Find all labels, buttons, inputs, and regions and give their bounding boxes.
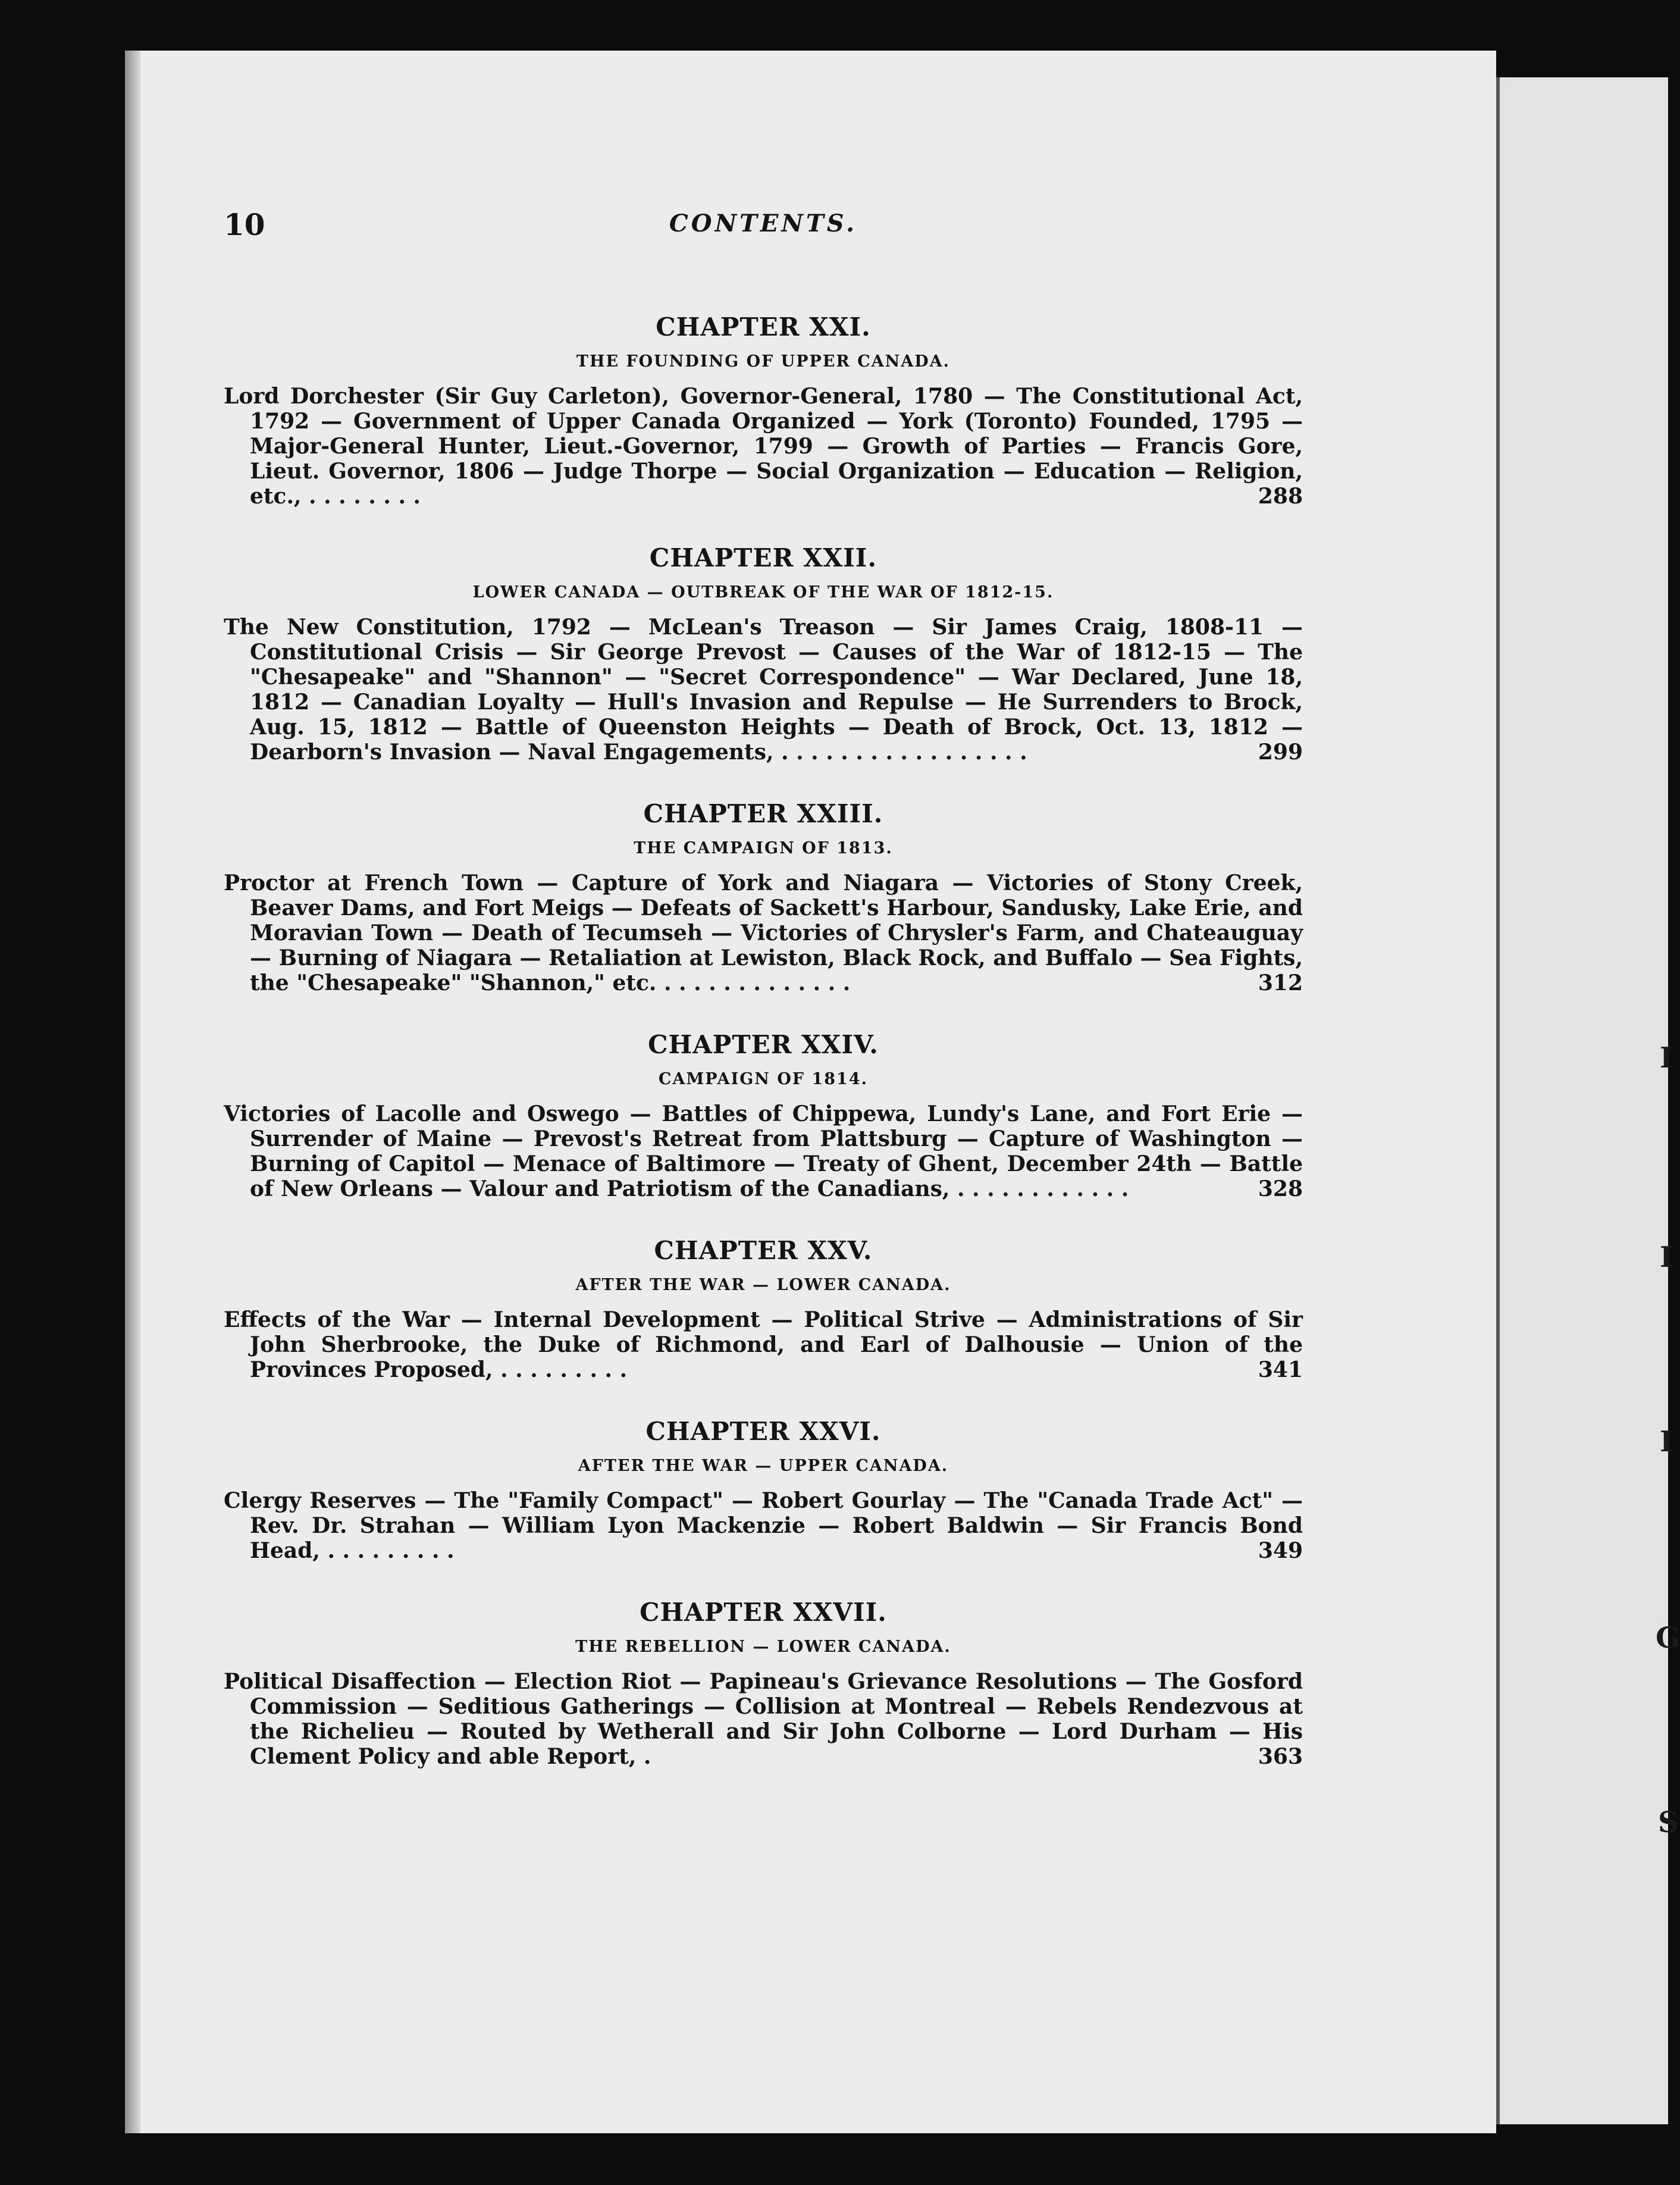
chapter-page-number: 363 (1258, 1744, 1303, 1769)
chapter-page-number: 349 (1258, 1538, 1303, 1563)
chapter-title: CHAPTER XXV. (654, 1236, 873, 1265)
chapter-subtitle: AFTER THE WAR — LOWER CANADA. (575, 1276, 951, 1294)
chapter-title: CHAPTER XXII. (649, 543, 877, 572)
adjacent-page-letter: G (1656, 1621, 1680, 1655)
chapter-entry (224, 1030, 1303, 1201)
chapter-subtitle: AFTER THE WAR — UPPER CANADA. (578, 1457, 949, 1475)
chapter-summary-text: Proctor at French Town — Capture of York and Niagara — Victories of Stony Creek, Beaver Dams, and Fort Meigs — Defeats of Sackett's Harbour, Sandusky, Lake Erie, and Moravian Town — Death of Tecumseh — Victories of Chrysler's Farm, and Chateauguay — Burning of Niagara — Retaliation at Lewiston, Black Rock, and Buffalo — Sea Fights, the "Chesapeake" "Shannon," etc. . . . . . . . . . . . . . (224, 871, 1303, 996)
chapter-summary-text: Clergy Reserves — The "Family Compact" — Robert Gourlay — The "Canada Trade Act" — Rev. Dr. Strahan — William Lyon Mackenzie — Robert Baldwin — Sir Francis Bond Head, . . . . . . . . . (224, 1488, 1303, 1563)
chapter-page-number: 341 (1258, 1357, 1303, 1382)
chapter-summary-text: The New Constitution, 1792 — McLean's Treason — Sir James Craig, 1808-11 — Constitutional Crisis — Sir George Prevost — Causes of the War of 1812-15 — The "Chesapeake" and "Shannon" — "Secret Correspondence" — War Declared, June 18, 1812 — Canadian Loyalty — Hull's Invasion and Repulse — He Surrenders to Brock, Aug. 15, 1812 — Battle of Queenston Heights — Death of Brock, Oct. 13, 1812 — Dearborn's Invasion — Naval Engagements, . . . . . . . . . . . . . . . . . (224, 615, 1303, 765)
chapter-entry (224, 543, 1303, 765)
chapter-subtitle: CAMPAIGN OF 1814. (658, 1070, 868, 1088)
chapter-page-number: 299 (1258, 740, 1303, 765)
chapter-summary (224, 1669, 1303, 1769)
adjacent-page-edge (1496, 77, 1680, 2124)
chapter-page-number: 328 (1258, 1176, 1303, 1201)
chapter-title: CHAPTER XXIII. (643, 799, 883, 828)
adjacent-page-letter: I (1660, 1241, 1673, 1274)
chapter-entry (224, 799, 1303, 996)
adjacent-page-letter: I (1660, 1041, 1673, 1075)
chapter-summary (224, 615, 1303, 765)
chapter-summary (224, 1307, 1303, 1382)
chapter-entry (224, 1598, 1303, 1769)
page-header (224, 207, 1303, 255)
chapter-page-number: 312 (1258, 971, 1303, 996)
chapter-subtitle: THE FOUNDING OF UPPER CANADA. (576, 352, 951, 371)
chapter-title: CHAPTER XXVII. (640, 1598, 887, 1627)
chapter-page-number: 288 (1258, 484, 1303, 509)
chapter-subtitle: THE CAMPAIGN OF 1813. (634, 839, 893, 857)
chapter-summary-text: Lord Dorchester (Sir Guy Carleton), Governor-General, 1780 — The Constitutional Act, 1792 — Government of Upper Canada Organized — York (Toronto) Founded, 1795 — Major-General Hunter, Lieut.-Governor, 1799 — Growth of Parties — Francis Gore, Lieut. Governor, 1806 — Judge Thorpe — Social Organization — Education — Religion, etc., . . . . . . . . (224, 384, 1303, 509)
chapter-summary (224, 871, 1303, 996)
chapter-summary (224, 1101, 1303, 1201)
chapter-entry (224, 1417, 1303, 1563)
running-head: CONTENTS. (669, 209, 858, 237)
chapter-subtitle: LOWER CANADA — OUTBREAK OF THE WAR OF 1812-15. (472, 583, 1054, 602)
page-number: 10 (224, 207, 265, 242)
book-page (125, 51, 1496, 2133)
chapter-title: CHAPTER XXIV. (648, 1030, 879, 1059)
chapter-summary (224, 384, 1303, 509)
chapter-subtitle: THE REBELLION — LOWER CANADA. (575, 1638, 951, 1656)
chapter-title: CHAPTER XXI. (656, 312, 871, 342)
chapter-summary-text: Victories of Lacolle and Oswego — Battles of Chippewa, Lundy's Lane, and Fort Erie — Surrender of Maine — Prevost's Retreat from Plattsburg — Capture of Washington — Burning of Capitol — Menace of Baltimore — Treaty of Ghent, December 24th — Battle of New Orleans — Valour and Patriotism of the Canadians, . . . . . . . . . . . . (224, 1101, 1303, 1201)
adjacent-page-letter: I (1660, 1425, 1673, 1458)
adjacent-page-letter: S (1658, 1806, 1679, 1839)
chapter-summary-text: Political Disaffection — Election Riot — Papineau's Grievance Resolutions — The Gosford Commission — Seditious Gatherings — Collision at Montreal — Rebels Rendezvous at the Richelieu — Routed by Wetherall and Sir John Colborne — Lord Durham — His Clement Policy and able Report, . (224, 1669, 1303, 1769)
chapter-summary (224, 1488, 1303, 1563)
contents-list (224, 312, 1303, 1804)
chapter-summary-text: Effects of the War — Internal Development — Political Strive — Administrations of Sir John Sherbrooke, the Duke of Richmond, and Earl of Dalhousie — Union of the Provinces Proposed, . . . . . . . . . (224, 1307, 1303, 1382)
chapter-title: CHAPTER XXVI. (645, 1417, 881, 1446)
page-gutter (1496, 77, 1500, 2124)
chapter-entry (224, 1236, 1303, 1382)
chapter-entry (224, 312, 1303, 509)
